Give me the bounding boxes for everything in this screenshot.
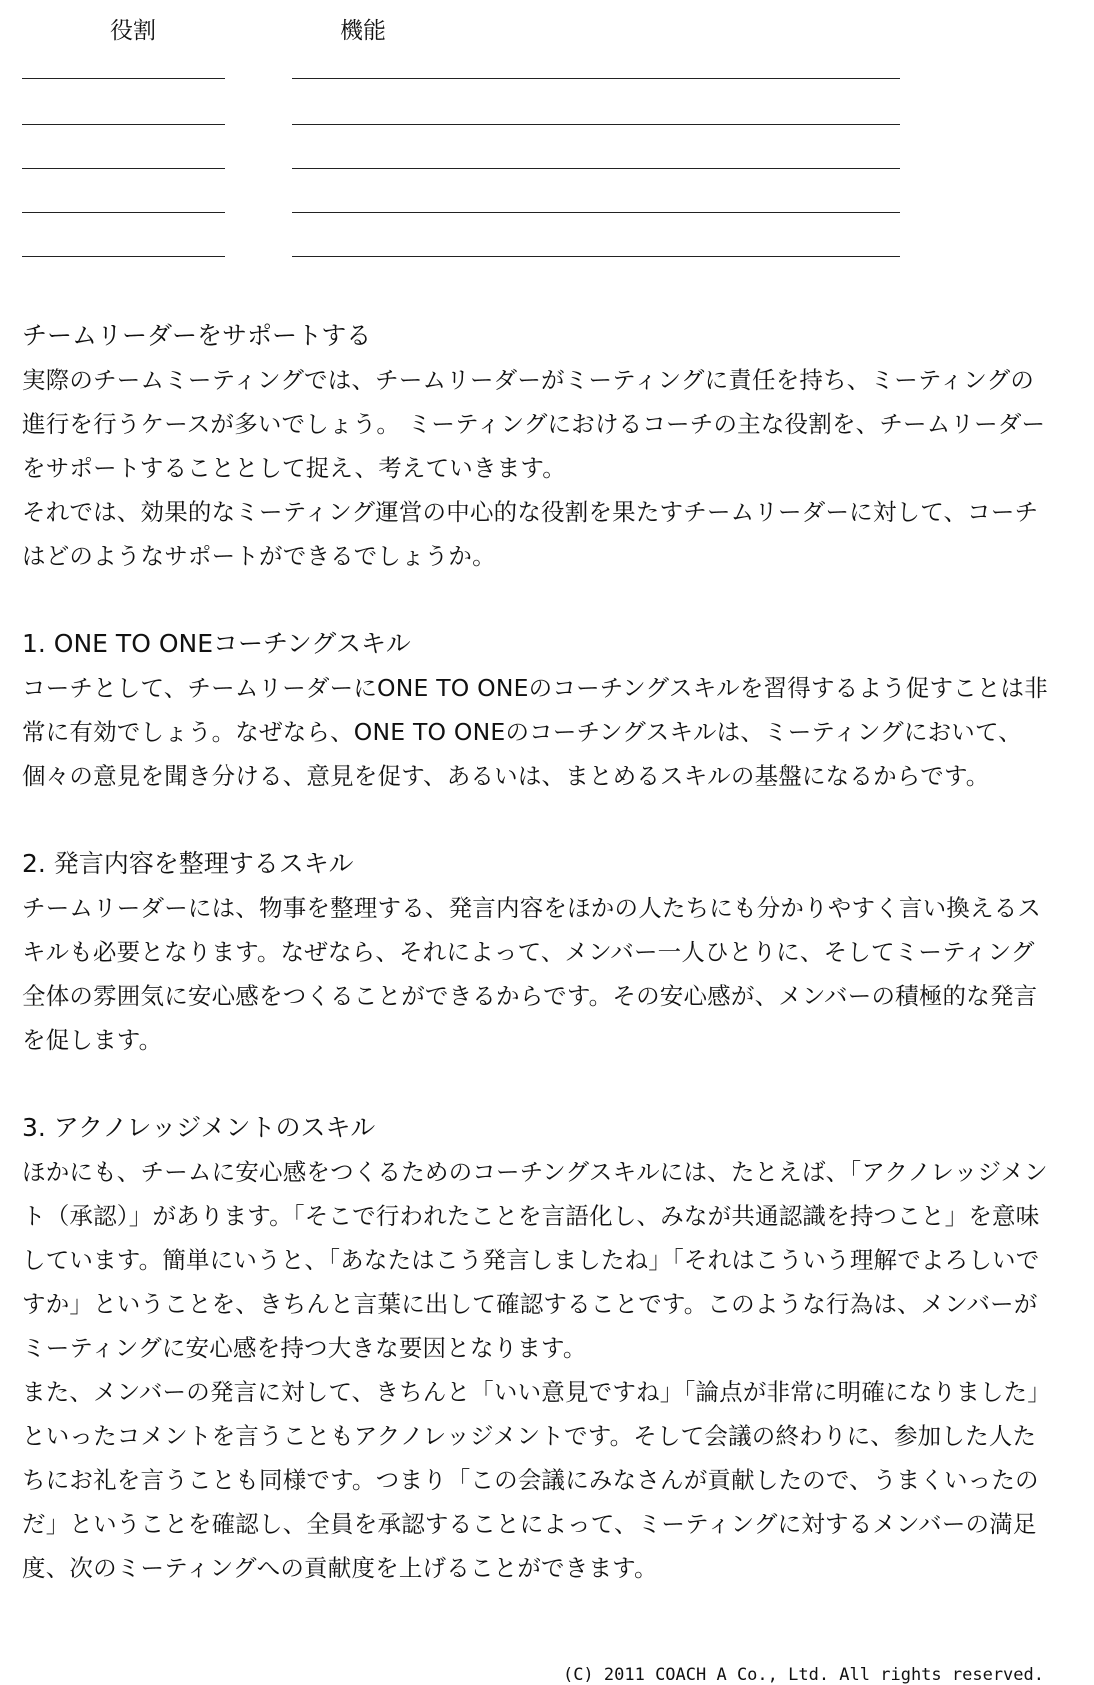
worksheet-header [0,16,1094,46]
body-paragraph: チームリーダーには、物事を整理する、発言内容をほかの人たちにも分かりやすく言い換えるスキルも必要となります。なぜなら、それによって、メンバー一人ひとりに、そしてミーティング全体の雰囲気に安心感をつくることができるからです。その安心感が、メンバーの積極的な発言を促します。 [22,894,1042,1054]
section-heading-support-leader: チームリーダーをサポートする [22,321,372,350]
function-column-label: 機能 [340,18,386,44]
role-blank-line [22,212,225,213]
section-heading-organize-statements: 2. 発言内容を整理するスキル [22,849,354,878]
document-body [22,314,1052,1590]
role-blank-line [22,168,225,169]
section-heading-acknowledgment: 3. アクノレッジメントのスキル [22,1113,376,1142]
section-spacer [22,798,1052,842]
role-blank-line [22,124,225,125]
copyright-notice: (C) 2011 COACH A Co., Ltd. All rights reserved. [562,1665,1044,1685]
function-blank-line [292,168,900,169]
section-spacer [22,1062,1052,1106]
body-paragraph: ほかにも、チームに安心感をつくるためのコーチングスキルには、たとえば、「アクノレッジメント（承認）」があります。「そこで行われたことを言語化し、みなが共通認識を持つこと」を意味しています。簡単にいうと、「あなたはこう発言しましたね」「それはこういう理解でよろしいですか」ということを、きちんと言葉に出して確認することです。このような行為は、メンバーがミーティングに安心感を持つ大きな要因となります。 [22,1158,1048,1362]
function-blank-line [292,256,900,257]
body-paragraph: コーチとして、チームリーダーにONE TO ONEのコーチングスキルを習得するよう促すことは非常に有効でしょう。なぜなら、ONE TO ONEのコーチングスキルは、ミーティングにおいて、個々の意見を聞き分ける、意見を促す、あるいは、まとめるスキルの基盤になるからです。 [22,674,1048,790]
blank-row [0,168,1094,172]
blank-row [0,212,1094,216]
blank-row [0,78,1094,82]
role-column-label: 役割 [110,18,156,44]
body-paragraph: 実際のチームミーティングでは、チームリーダーがミーティングに責任を持ち、ミーティングの進行を行うケースが多いでしょう。 ミーティングにおけるコーチの主な役割を、チームリーダーをサポートすることとして捉え、考えていきます。 [22,366,1046,482]
function-blank-line [292,124,900,125]
section-heading-one-to-one: 1. ONE TO ONEコーチングスキル [22,629,411,658]
blank-row [0,256,1094,260]
function-blank-line [292,212,900,213]
role-blank-line [22,256,225,257]
body-paragraph: また、メンバーの発言に対して、きちんと「いい意見ですね」「論点が非常に明確になりました」といったコメントを言うこともアクノレッジメントです。そして会議の終わりに、参加した人たちにお礼を言うことも同様です。つまり「この会議にみなさんが貢献したので、うまくいったのだ」ということを確認し、全員を承認することによって、ミーティングに対するメンバーの満足度、次のミーティングへの貢献度を上げることができます。 [22,1378,1051,1582]
section-spacer [22,578,1052,622]
blank-row [0,124,1094,128]
function-blank-line [292,78,900,79]
body-paragraph: それでは、効果的なミーティング運営の中心的な役割を果たすチームリーダーに対して、コーチはどのようなサポートができるでしょうか。 [22,498,1039,570]
role-blank-line [22,78,225,79]
